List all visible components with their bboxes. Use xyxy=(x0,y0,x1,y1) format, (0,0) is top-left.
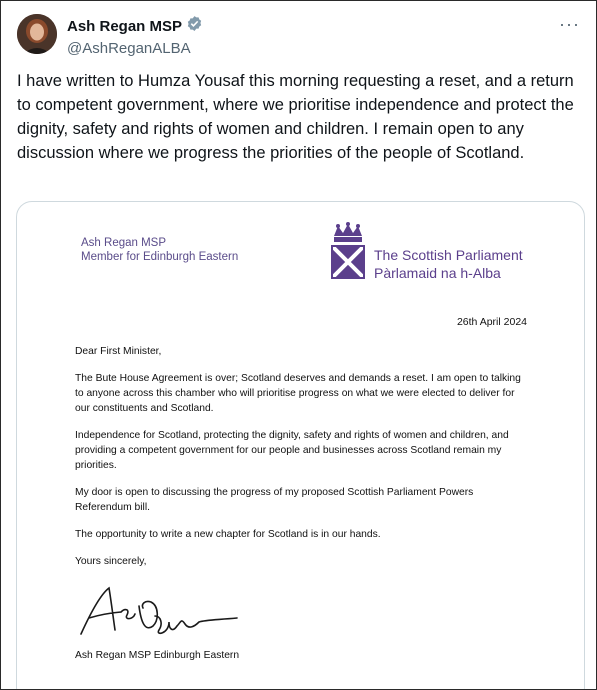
letter-signoff: Ash Regan MSP Edinburgh Eastern xyxy=(75,650,240,661)
attached-letter-image[interactable] xyxy=(16,201,585,690)
letter xyxy=(17,202,584,690)
letter-salutation: Dear First Minister, xyxy=(75,346,162,357)
author-handle[interactable]: @AshReganALBA xyxy=(67,40,191,57)
handwritten-signature xyxy=(77,582,247,642)
letter-paragraph: My door is open to discussing the progress of my proposed Scottish Parliament Powers Referendum bill. xyxy=(75,487,474,513)
avatar[interactable] xyxy=(17,14,57,54)
letter-paragraph: Independence for Scotland, protecting the dignity, safety and rights of women and children, and providing a competent government for our people and businesses across Scotland remain my priorities. xyxy=(75,430,509,471)
letter-closing: Yours sincerely, xyxy=(75,556,147,567)
letter-sender xyxy=(81,236,238,264)
letter-paragraph: The Bute House Agreement is over; Scotland deserves and demands a reset. I am open to talking to anyone across this chamber who will prioritise progress on what we were elected to deliver for our constituents and Scotland. xyxy=(75,373,521,414)
tweet-text: I have written to Humza Yousaf this morning requesting a reset, and a return to competent government, where we prioritise independence and protect the dignity, safety and rights of women and children. I remain open to any discussion where we progress the priorities of the people of Scotland. xyxy=(17,72,574,162)
parliament-name xyxy=(374,246,523,282)
letter-sender-name: Ash Regan MSP xyxy=(81,237,167,249)
letter-body xyxy=(75,344,525,581)
parliament-name-english: The Scottish Parliament xyxy=(374,247,523,263)
verified-badge-icon xyxy=(186,15,203,37)
avatar-image xyxy=(17,14,57,54)
letter-paragraph: The opportunity to write a new chapter for Scotland is in our hands. xyxy=(75,529,381,540)
author-name[interactable]: Ash Regan MSP xyxy=(67,17,183,35)
author-block xyxy=(67,15,203,57)
letter-date: 26th April 2024 xyxy=(456,316,527,328)
letter-sender-role: Member for Edinburgh Eastern xyxy=(81,251,239,263)
parliament-name-gaelic: Pàrlamaid na h-Alba xyxy=(374,265,501,281)
parliament-crest-icon xyxy=(329,222,367,280)
more-options-icon[interactable]: ··· xyxy=(559,14,580,34)
